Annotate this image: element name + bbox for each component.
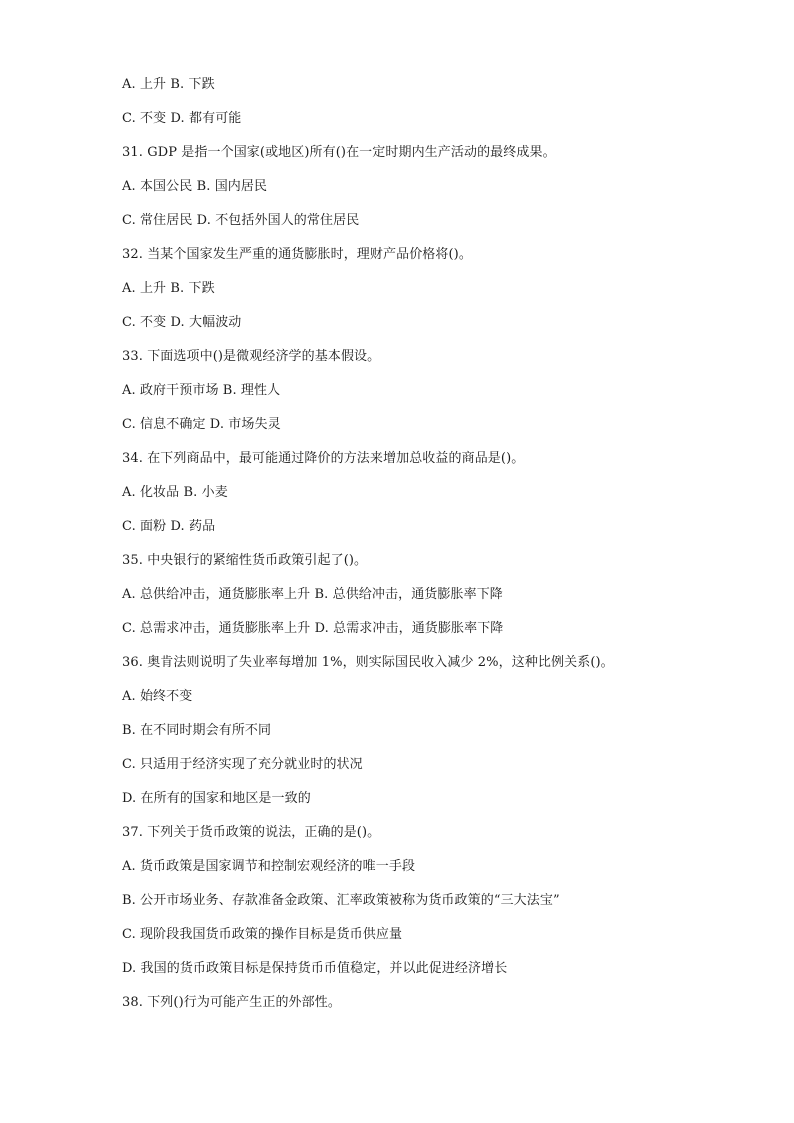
- option-line: B. 公开市场业务、存款准备金政策、汇率政策被称为货币政策的“三大法宝”: [122, 893, 560, 908]
- option-line: B. 在不同时期会有所不同: [122, 723, 272, 738]
- question-31: 31. GDP 是指一个国家(或地区)所有()在一定时期内生产活动的最终成果。: [122, 145, 556, 160]
- question-33: 33. 下面选项中()是微观经济学的基本假设。: [122, 349, 381, 364]
- option-line: C. 总需求冲击，通货膨胀率上升 D. 总需求冲击，通货膨胀率下降: [122, 621, 504, 636]
- option-line: A. 始终不变: [122, 689, 193, 704]
- option-line: A. 上升 B. 下跌: [122, 77, 215, 92]
- option-line: A. 货币政策是国家调节和控制宏观经济的唯一手段: [122, 859, 416, 874]
- option-line: C. 面粉 D. 药品: [122, 519, 216, 534]
- option-line: D. 在所有的国家和地区是一致的: [122, 791, 311, 806]
- option-line: C. 常住居民 D. 不包括外国人的常住居民: [122, 213, 360, 228]
- question-34: 34. 在下列商品中，最可能通过降价的方法来增加总收益的商品是()。: [122, 451, 525, 466]
- question-38: 38. 下列()行为可能产生正的外部性。: [122, 995, 341, 1010]
- question-text-block: [122, 74, 682, 1026]
- option-line: A. 化妆品 B. 小麦: [122, 485, 228, 500]
- question-37: 37. 下列关于货币政策的说法，正确的是()。: [122, 825, 381, 840]
- option-line: C. 只适用于经济实现了充分就业时的状况: [122, 757, 363, 772]
- option-line: D. 我国的货币政策目标是保持货币币值稳定，并以此促进经济增长: [122, 961, 508, 976]
- option-line: A. 本国公民 B. 国内居民: [122, 179, 268, 194]
- option-line: A. 总供给冲击，通货膨胀率上升 B. 总供给冲击，通货膨胀率下降: [122, 587, 503, 602]
- question-36: 36. 奥肯法则说明了失业率每增加 1%，则实际国民收入减少 2%，这种比例关系()。: [122, 655, 614, 670]
- option-line: A. 上升 B. 下跌: [122, 281, 215, 296]
- option-line: C. 不变 D. 都有可能: [122, 111, 242, 126]
- question-32: 32. 当某个国家发生严重的通货膨胀时，理财产品价格将()。: [122, 247, 472, 262]
- option-line: C. 现阶段我国货币政策的操作目标是货币供应量: [122, 927, 403, 942]
- option-line: C. 不变 D. 大幅波动: [122, 315, 242, 330]
- question-35: 35. 中央银行的紧缩性货币政策引起了()。: [122, 553, 368, 568]
- option-line: C. 信息不确定 D. 市场失灵: [122, 417, 281, 432]
- option-line: A. 政府干预市场 B. 理性人: [122, 383, 281, 398]
